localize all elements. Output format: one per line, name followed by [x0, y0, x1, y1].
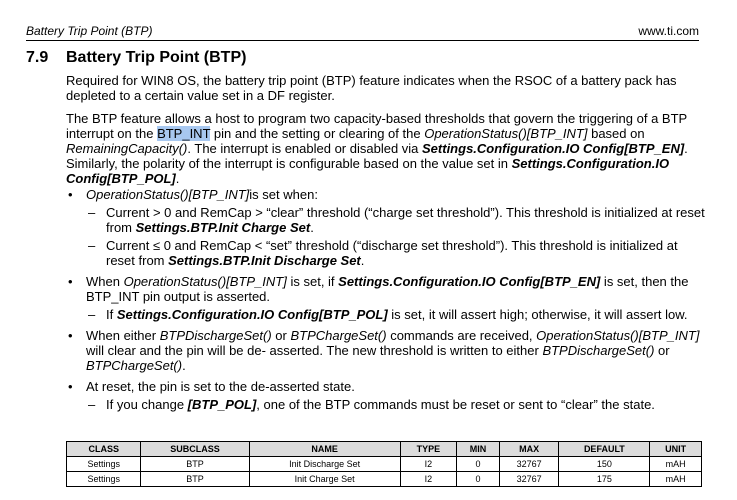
table-cell: I2: [400, 457, 457, 472]
column-header: TYPE: [400, 442, 457, 457]
sub-list: [86, 397, 706, 412]
sub-list-item: [86, 205, 706, 235]
config-ref: Settings.BTP.Init Charge Set: [135, 220, 311, 235]
table-cell: Settings: [67, 457, 141, 472]
section-title: Battery Trip Point (BTP): [66, 49, 247, 66]
table-row: [67, 472, 702, 487]
sub-list-item: [86, 307, 706, 322]
table-cell: Init Charge Set: [249, 472, 400, 487]
text-run: , one of the BTP commands must be reset or sent to “clear” the state.: [256, 397, 655, 412]
page-header: [26, 22, 699, 41]
header-section-title: Battery Trip Point (BTP): [26, 24, 153, 38]
table-cell: 175: [559, 472, 650, 487]
column-header: UNIT: [650, 442, 702, 457]
table-cell: 0: [457, 457, 500, 472]
list-item: [66, 328, 706, 373]
table-cell: 150: [559, 457, 650, 472]
highlighted-term: BTP_INT: [157, 126, 211, 141]
column-header: NAME: [249, 442, 400, 457]
sub-list: [86, 205, 706, 268]
register-ref: OperationStatus()[BTP_INT]: [123, 274, 287, 289]
command-ref: BTPChargeSet(): [290, 328, 387, 343]
text-run: based on: [587, 126, 645, 141]
config-ref: [BTP_POL]: [187, 397, 257, 412]
text-run: If you change: [106, 397, 188, 412]
column-header: SUBCLASS: [141, 442, 249, 457]
text-run: or: [654, 343, 670, 358]
table-cell: Settings: [67, 472, 141, 487]
table-cell: mAH: [650, 457, 702, 472]
table-cell: 32767: [499, 472, 559, 487]
column-header: MAX: [499, 442, 559, 457]
section-number: 7.9: [26, 49, 49, 66]
config-ref: Settings.Configuration.IO Config[BTP_EN]: [338, 274, 601, 289]
config-ref: Settings.Configuration.IO Config[BTP_POL]: [116, 307, 388, 322]
table-cell: mAH: [650, 472, 702, 487]
config-ref: Settings.BTP.Init Discharge Set: [168, 253, 361, 268]
text-run: pin and the setting or clearing of the: [210, 126, 425, 141]
data-flash-table: [66, 441, 702, 487]
column-header: DEFAULT: [559, 442, 650, 457]
text-run: When: [86, 274, 124, 289]
register-ref: OperationStatus()[BTP_INT]: [424, 126, 588, 141]
sub-list: [86, 307, 706, 322]
table-cell: I2: [400, 472, 457, 487]
sub-list-item: [86, 397, 706, 412]
text-run: is set, if: [286, 274, 339, 289]
text-run: or: [271, 328, 291, 343]
table-cell: BTP: [141, 472, 249, 487]
register-ref: OperationStatus()[BTP_INT]: [536, 328, 700, 343]
feature-paragraph: [66, 111, 702, 186]
text-run: . The interrupt is enabled or disabled via: [187, 141, 423, 156]
column-header: MIN: [457, 442, 500, 457]
register-ref: OperationStatus()[BTP_INT]: [86, 187, 250, 202]
header-website-link[interactable]: www.ti.com: [638, 24, 699, 38]
table-cell: 32767: [499, 457, 559, 472]
table-cell: 0: [457, 472, 500, 487]
sub-list-item: [86, 238, 706, 268]
text-run: is set when:: [249, 187, 318, 202]
list-item: [66, 187, 706, 268]
text-run: . Similarly, the polarity of the interrupt is configurable based on the value set in: [66, 141, 688, 171]
table-row: [67, 457, 702, 472]
command-ref: BTPDischargeSet(): [542, 343, 655, 358]
text-run: If: [106, 307, 117, 322]
command-ref: BTPChargeSet(): [86, 358, 183, 373]
function-ref: RemainingCapacity(): [66, 141, 188, 156]
text-run: Current > 0 and RemCap > “clear” threshold (“charge set threshold”). This threshold is initialized at reset from: [106, 205, 705, 235]
table-header-row: [67, 442, 702, 457]
text-run: is set, then the BTP_INT pin output is asserted.: [86, 274, 689, 304]
bullet-list: [66, 187, 706, 418]
intro-paragraph: Required for WIN8 OS, the battery trip point (BTP) feature indicates when the RSOC of a battery pack has depleted to a certain value set in a DF register.: [66, 73, 677, 103]
command-ref: BTPDischargeSet(): [159, 328, 272, 343]
list-item: [66, 379, 706, 412]
text-run: At reset, the pin is set to the de-asserted state.: [86, 379, 355, 394]
text-run: commands are received,: [386, 328, 537, 343]
text-run: .: [360, 253, 365, 268]
text-run: .: [182, 358, 186, 373]
config-ref: Settings.Configuration.IO Config[BTP_POL]: [66, 156, 670, 186]
text-run: Current ≤ 0 and RemCap < “set” threshold (“discharge set threshold”). This threshold is initialized at reset from: [106, 238, 678, 268]
config-ref: Settings.Configuration.IO Config[BTP_EN]: [422, 141, 685, 156]
column-header: CLASS: [67, 442, 141, 457]
section-heading: [26, 48, 246, 68]
text-run: is set, it will assert high; otherwise, it will assert low.: [387, 307, 688, 322]
table-cell: Init Discharge Set: [249, 457, 400, 472]
list-item: [66, 274, 706, 322]
text-run: will clear and the pin will be de- asserted. The new threshold is written to either: [86, 343, 543, 358]
table-cell: BTP: [141, 457, 249, 472]
text-run: .: [175, 171, 180, 186]
text-run: .: [310, 220, 314, 235]
text-run: The BTP feature allows a host to program two capacity-based thresholds that govern the triggering of a BTP interrupt on the: [66, 111, 687, 141]
text-run: When either: [86, 328, 160, 343]
